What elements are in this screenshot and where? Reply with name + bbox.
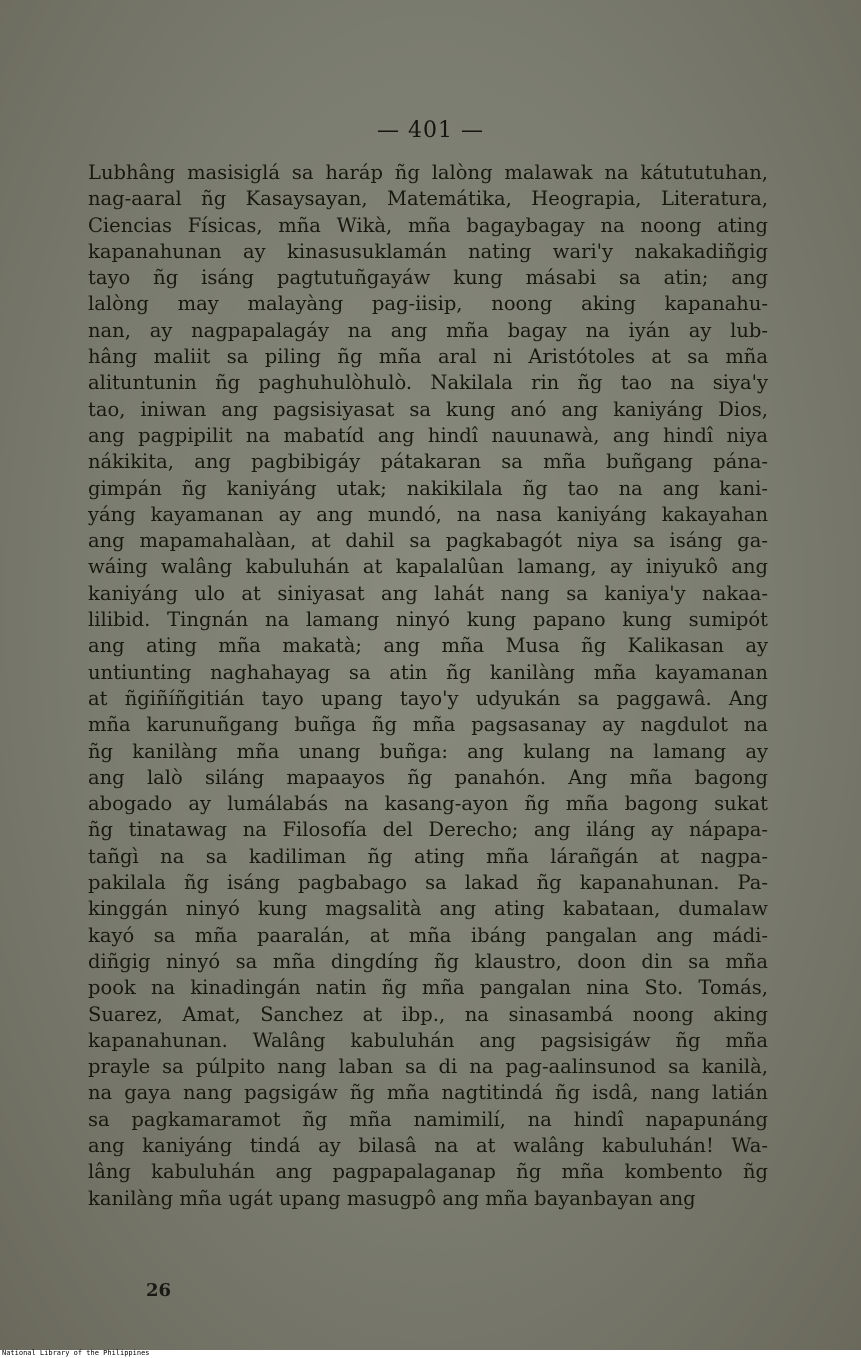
library-credit: National Library of the Philippines	[2, 1349, 150, 1357]
text-line: sa pagkamaramot ñg mña namimilí, na hindî napapunáng	[88, 1107, 768, 1131]
text-line: na gaya nang pagsigáw ñg mña nagtitindá ñg isdâ, nang latián	[88, 1081, 768, 1105]
text-line: hâng maliit sa piling ñg mña aral ni Aristótoles at sa mña	[88, 345, 768, 369]
text-line: Ciencias Físicas, mña Wikà, mña bagaybagay na noong ating	[88, 213, 768, 237]
text-line: prayle sa púlpito nang laban sa di na pag-aalinsunod sa kanilà,	[88, 1055, 768, 1079]
text-line: nag-aaral ñg Kasaysayan, Matemátika, Heograpia, Literatura,	[88, 187, 768, 211]
text-line: abogado ay lumálabás na kasang-ayon ñg mña bagong sukat	[88, 792, 768, 816]
text-line: untiunting naghahayag sa atin ñg kanilàng mña kayamanan	[88, 660, 768, 684]
footer-bar	[0, 1350, 861, 1358]
text-line: lâng kabuluhán ang pagpapalaganap ñg mña kombento ñg	[88, 1160, 768, 1184]
text-line: gimpán ñg kaniyáng utak; nakikilala ñg tao na ang kani-	[88, 476, 768, 500]
text-line: diñgig ninyó sa mña dingdíng ñg klaustro, doon din sa mña	[88, 949, 768, 973]
text-line: ang pagpipilit na mabatíd ang hindî nauunawà, ang hindî niya	[88, 423, 768, 447]
text-line: tañgì na sa kadiliman ñg ating mña lárañgán at nagpa-	[88, 844, 768, 868]
text-line: mña karunuñgang buñga ñg mña pagsasanay ay nagdulot na	[88, 713, 768, 737]
text-line: lilibid. Tingnán na lamang ninyó kung papano kung sumipót	[88, 608, 768, 632]
text-line: Suarez, Amat, Sanchez at ibp., na sinasambá noong aking	[88, 1002, 768, 1026]
text-line: kayó sa mña paaralán, at mña ibáng pangalan ang mádi-	[88, 923, 768, 947]
signature-mark: 26	[146, 1280, 172, 1301]
text-line: nákikita, ang pagbibigáy pátakaran sa mña buñgang pána-	[88, 450, 768, 474]
text-line: ang lalò siláng mapaayos ñg panahón. Ang mña bagong	[88, 765, 768, 789]
text-line: lalòng may malayàng pag-iisip, noong aking kapanahu-	[88, 292, 768, 316]
text-line: ang mapamahalàan, at dahil sa pagkabagót niya sa isáng ga-	[88, 529, 768, 553]
text-line: kaniyáng ulo at siniyasat ang lahát nang sa kaniya'y nakaa-	[88, 581, 768, 605]
text-line: wáing walâng kabuluhán at kapalalûan lamang, ay iniyukô ang	[88, 555, 768, 579]
text-line: kinggán ninyó kung magsalità ang ating kabataan, dumalaw	[88, 897, 768, 921]
text-line: kapanahunan ay kinasusuklamán nating wari'y nakakadiñgig	[88, 239, 768, 263]
text-line: at ñgiñíñgitián tayo upang tayo'y udyukán sa paggawâ. Ang	[88, 686, 768, 710]
text-line: tao, iniwan ang pagsisiyasat sa kung anó ang kaniyáng Dios,	[88, 397, 768, 421]
page-number: — 401 —	[377, 118, 484, 143]
text-line: pakilala ñg isáng pagbabago sa lakad ñg kapanahunan. Pa-	[88, 871, 768, 895]
text-line: yáng kayamanan ay ang mundó, na nasa kaniyáng kakayahan	[88, 502, 768, 526]
text-line: kapanahunan. Walâng kabuluhán ang pagsisigáw ñg mña	[88, 1028, 768, 1052]
text-line: ñg tinatawag na Filosofía del Derecho; ang iláng ay nápapa-	[88, 818, 768, 842]
text-line: ang kaniyáng tindá ay bilasâ na at walâng kabuluhán! Wa-	[88, 1133, 768, 1157]
text-line: ang ating mña makatà; ang mña Musa ñg Kalikasan ay	[88, 634, 768, 658]
text-line: tayo ñg isáng pagtutuñgayáw kung másabi sa atin; ang	[88, 266, 768, 290]
text-line: pook na kinadingán natin ñg mña pangalan nina Sto. Tomás,	[88, 976, 768, 1000]
text-line: alituntunin ñg paghuhulòhulò. Nakilala rin ñg tao na siya'y	[88, 371, 768, 395]
text-line: nan, ay nagpapalagáy na ang mña bagay na iyán ay lub-	[88, 318, 768, 342]
text-line: kanilàng mña ugát upang masugpô ang mña bayanbayan ang	[88, 1186, 696, 1210]
body-text	[88, 160, 768, 1212]
text-line: Lubhâng masisiglá sa haráp ñg lalòng malawak na kátututuhan,	[88, 161, 768, 184]
text-line: ñg kanilàng mña unang buñga: ang kulang na lamang ay	[88, 739, 768, 763]
